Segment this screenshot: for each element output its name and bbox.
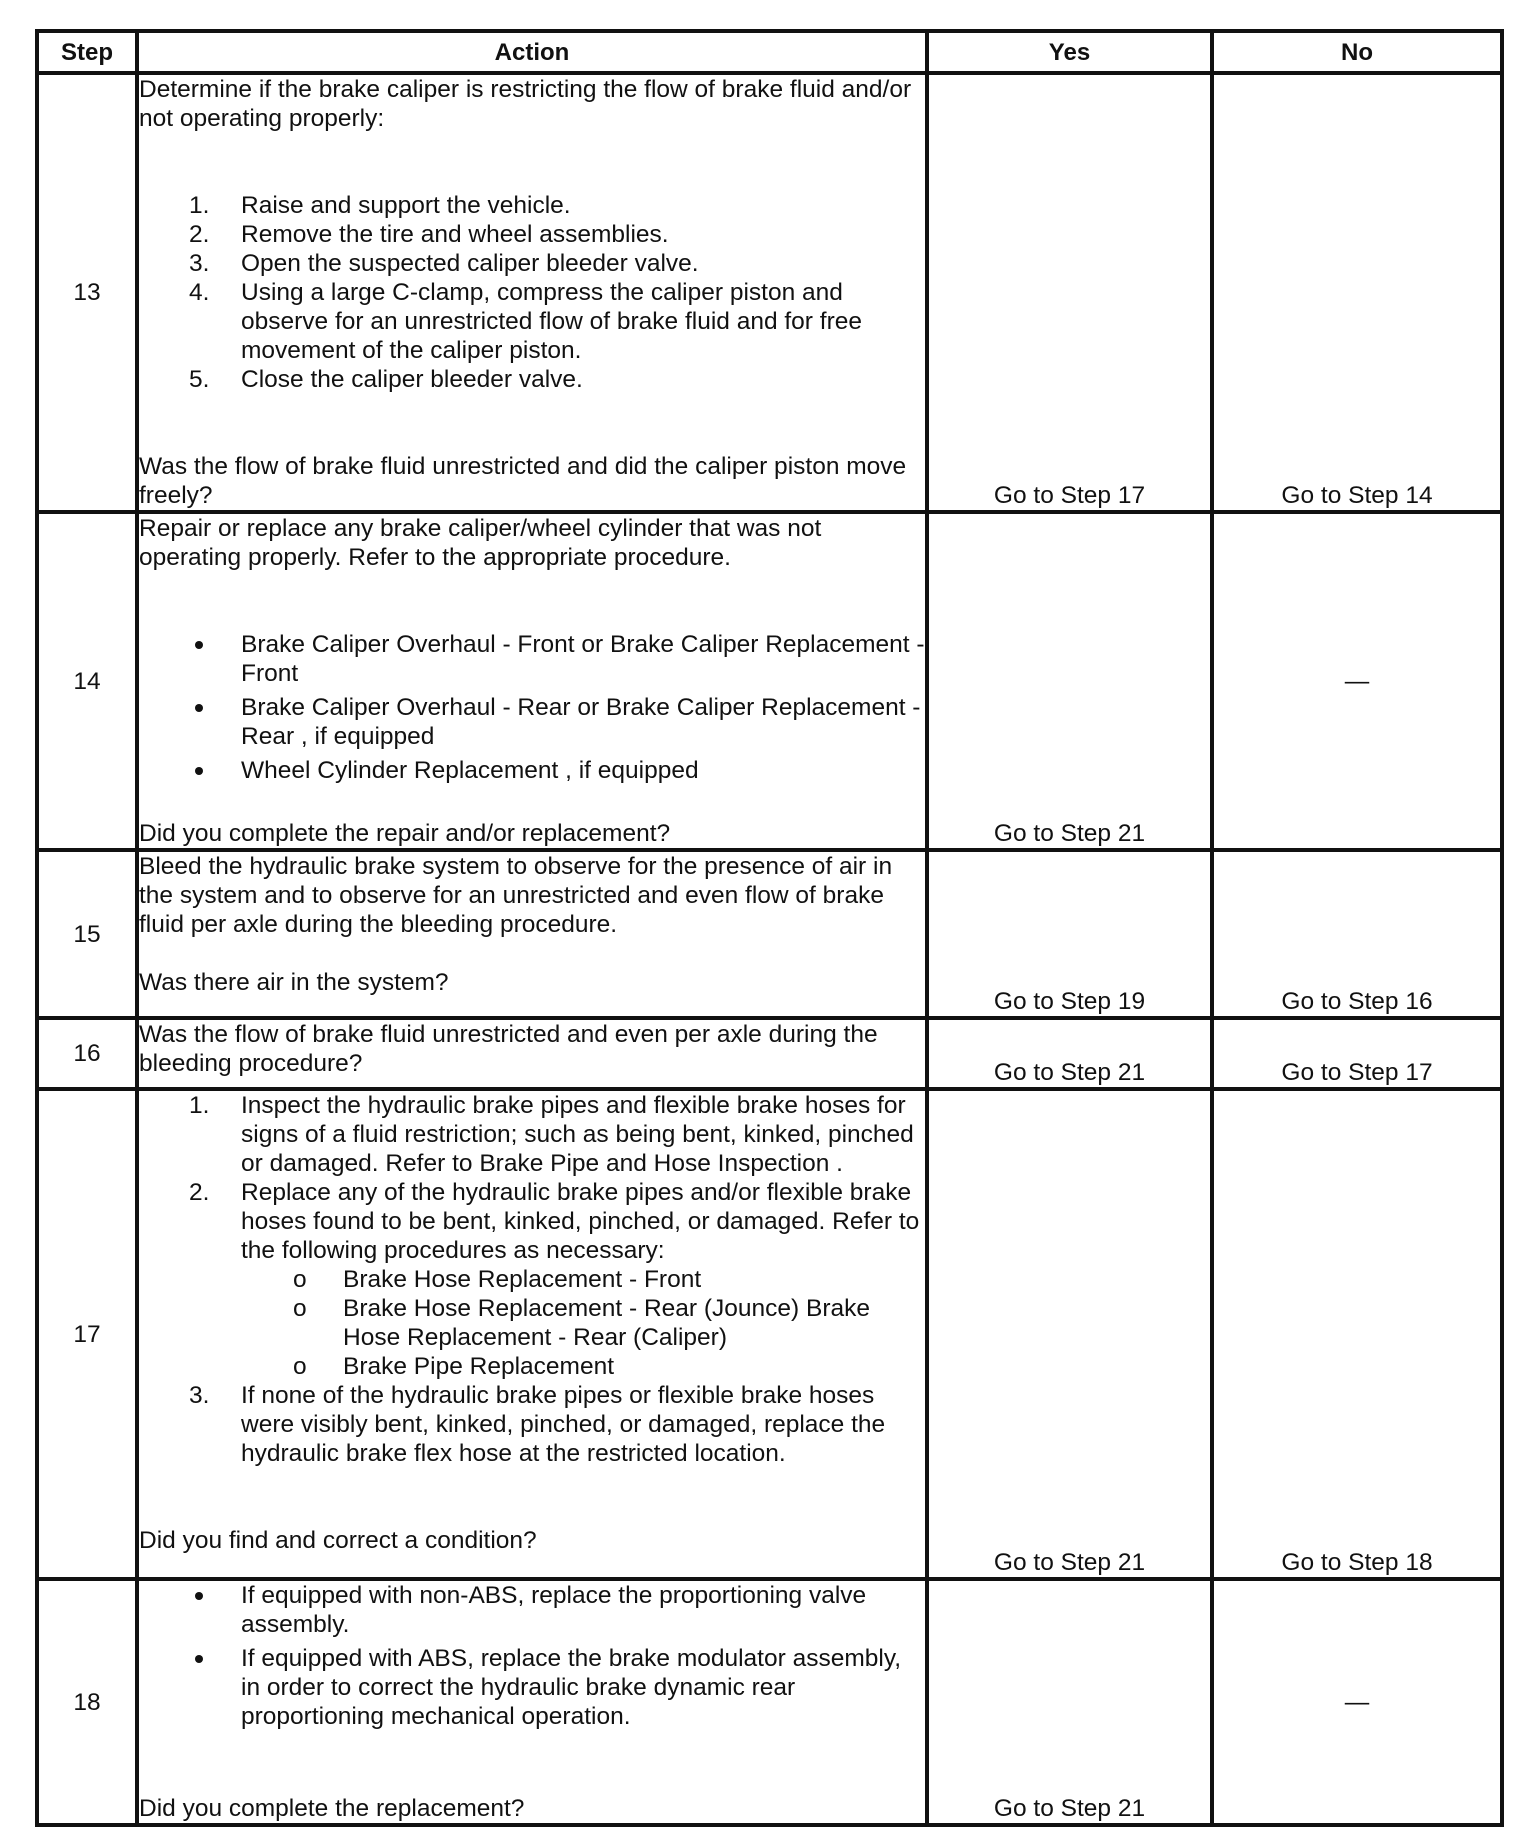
list-item: 3. If none of the hydraulic brake pipes or flexible brake hoses were visibly bent, kinked, pinched, or damaged, replace the hydraulic brake flex hose at the restricted location. [189, 1382, 886, 1467]
numbered-list [139, 1091, 925, 1468]
no-cell: Go to Step 17 [1212, 1018, 1502, 1089]
no-cell: Go to Step 18 [1212, 1089, 1502, 1579]
action-cell [137, 1089, 927, 1579]
list-item: 3. Open the suspected caliper bleeder valve. [189, 250, 699, 277]
step-number: 16 [37, 1018, 137, 1089]
list-item: Brake Caliper Overhaul - Rear or Brake Caliper Replacement - Rear , if equipped [139, 693, 925, 751]
yes-cell: Go to Step 21 [927, 1579, 1212, 1825]
list-item: o Brake Hose Replacement - Rear (Jounce) Brake Hose Replacement - Rear (Caliper) [293, 1295, 870, 1351]
no-cell: — [1212, 1579, 1502, 1825]
bullet-icon [195, 641, 203, 649]
numbered-list [139, 191, 925, 394]
bullet-list [139, 630, 925, 785]
header-step: Step [37, 31, 137, 73]
action-question: Did you complete the repair and/or replacement? [139, 820, 671, 847]
table-row-step-14 [37, 512, 1502, 850]
bullet-icon [195, 1592, 203, 1600]
yes-cell: Go to Step 17 [927, 73, 1212, 512]
yes-cell: Go to Step 19 [927, 850, 1212, 1018]
step-number: 17 [37, 1089, 137, 1579]
action-cell [137, 1579, 927, 1825]
action-question: Did you find and correct a condition? [139, 1527, 537, 1554]
action-question: Was the flow of brake fluid unrestricted and did the caliper piston move freely? [139, 453, 907, 509]
table-row-step-15 [37, 850, 1502, 1018]
yes-cell: Go to Step 21 [927, 1018, 1212, 1089]
sub-list [241, 1265, 925, 1381]
table-row-step-18 [37, 1579, 1502, 1825]
action-intro: Bleed the hydraulic brake system to observe for the presence of air in the system and to observe for an unrestricted and even flow of brake fluid per axle during the bleeding procedure. [139, 853, 893, 938]
table-row-step-17 [37, 1089, 1502, 1579]
table-row-step-16 [37, 1018, 1502, 1089]
table-row-step-13 [37, 73, 1502, 512]
step-number: 14 [37, 512, 137, 850]
yes-cell: Go to Step 21 [927, 512, 1212, 850]
no-cell: — [1212, 512, 1502, 850]
action-intro: Repair or replace any brake caliper/wheel cylinder that was not operating properly. Refer to the appropriate procedure. [139, 515, 822, 571]
action-question: Was the flow of brake fluid unrestricted and even per axle during the bleeding procedure? [139, 1021, 878, 1077]
list-item: 2. Remove the tire and wheel assemblies. [189, 221, 669, 248]
list-item: 1. Inspect the hydraulic brake pipes and flexible brake hoses for signs of a fluid restriction; such as being bent, kinked, pinched or damaged. Refer to Brake Pipe and Hose Inspection . [189, 1092, 914, 1177]
action-question: Was there air in the system? [139, 969, 449, 996]
list-item: Wheel Cylinder Replacement , if equipped [139, 756, 925, 785]
header-action: Action [137, 31, 927, 73]
bullet-icon [195, 704, 203, 712]
list-item: If equipped with ABS, replace the brake modulator assembly, in order to correct the hydraulic brake dynamic rear proportioning mechanical operation. [139, 1644, 925, 1731]
bullet-icon [195, 1655, 203, 1663]
list-item: 4. Using a large C-clamp, compress the caliper piston and observe for an unrestricted flow of brake fluid and for free movement of the caliper piston. [189, 279, 862, 364]
list-item: If equipped with non-ABS, replace the proportioning valve assembly. [139, 1581, 925, 1639]
action-question: Did you complete the replacement? [139, 1795, 525, 1822]
action-cell [137, 850, 927, 1018]
action-intro: Determine if the brake caliper is restricting the flow of brake fluid and/or not operating properly: [139, 76, 912, 132]
list-item: 5. Close the caliper bleeder valve. [189, 366, 583, 393]
step-number: 15 [37, 850, 137, 1018]
step-number: 13 [37, 73, 137, 512]
step-number: 18 [37, 1579, 137, 1825]
list-item: Brake Caliper Overhaul - Front or Brake Caliper Replacement - Front [139, 630, 925, 688]
table-header-row [37, 31, 1502, 73]
action-cell [137, 1018, 927, 1089]
no-cell: Go to Step 16 [1212, 850, 1502, 1018]
action-cell [137, 512, 927, 850]
list-item: 2. Replace any of the hydraulic brake pipes and/or flexible brake hoses found to be bent, kinked, pinched, or damaged. Refer to the following procedures as necessary: o Brake Hose Replacement - Front o Brake Hose Replacement - Rear (Jounce) Brake Hose Replacement - Rear (Caliper) o Brake Pipe Replacement [139, 1178, 925, 1381]
header-no: No [1212, 31, 1502, 73]
no-cell: Go to Step 14 [1212, 73, 1502, 512]
bullet-icon [195, 767, 203, 775]
list-item: 1. Raise and support the vehicle. [189, 192, 571, 219]
yes-cell: Go to Step 21 [927, 1089, 1212, 1579]
list-item: o Brake Hose Replacement - Front [293, 1266, 702, 1293]
action-cell [137, 73, 927, 512]
header-yes: Yes [927, 31, 1212, 73]
list-item: o Brake Pipe Replacement [293, 1353, 615, 1380]
diagnostic-table [35, 29, 1504, 1827]
bullet-list [139, 1581, 925, 1731]
